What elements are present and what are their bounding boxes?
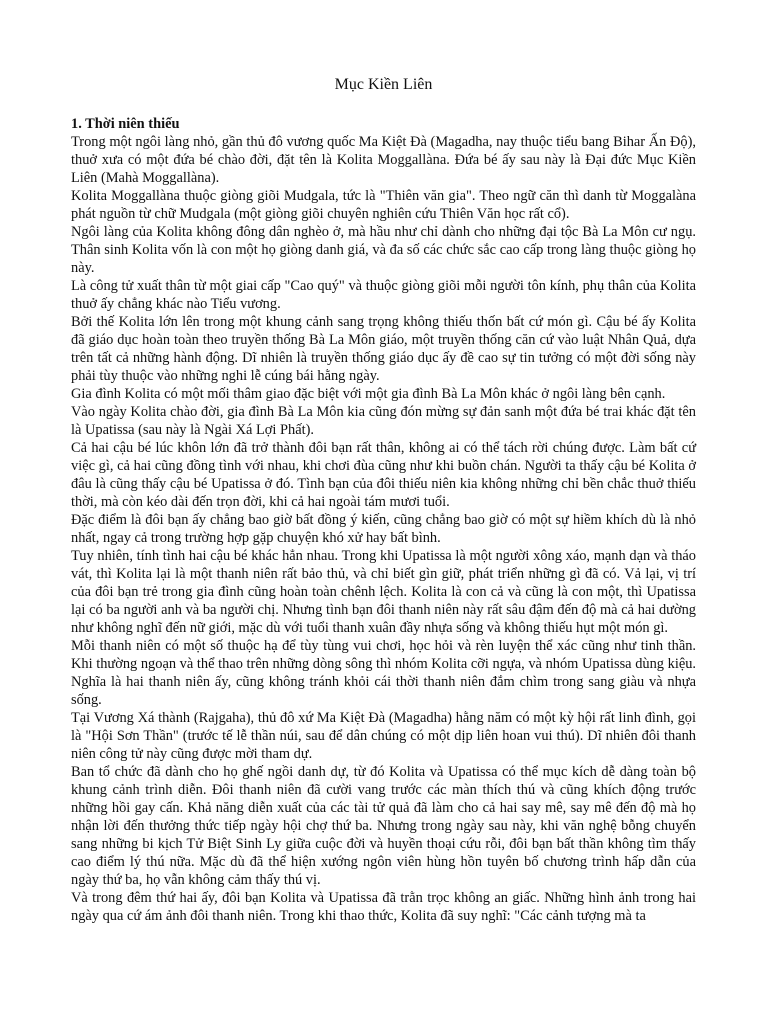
paragraph: Đặc điểm là đôi bạn ấy chẳng bao giờ bất đồng ý kiến, cũng chẳng bao giờ có một sự hiềm khích dù là nhỏ nhất, ngay cả trong trường hợp gặp chuyện khó xử hay bất bình. bbox=[71, 512, 696, 546]
document-title: Mục Kiền Liên bbox=[334, 76, 433, 93]
paragraph: Gia đình Kolita có một mối thâm giao đặc biệt với một gia đình Bà La Môn khác ở ngôi làng bên cạnh. bbox=[71, 386, 666, 402]
paragraph: Là công tử xuất thân từ một giai cấp "Cao quý" và thuộc giòng giõi mỗi người tôn kính, phụ thân của Kolita thuở ấy chẳng khác nào Tiểu vương. bbox=[71, 278, 696, 312]
paragraph: Mỗi thanh niên có một số thuộc hạ để tùy tùng vui chơi, học hỏi và rèn luyện thể xác cũng như tinh thần. Khi thường ngoạn và thể thao trên những dòng sông thì nhóm Kolita cỡi ngựa, và nhóm Upatissa dùng kiệu. Nghĩa là hai thanh niên ấy, cũng không tránh khỏi cái thời thanh niên đắm chìm trong sang giàu và nhựa sống. bbox=[71, 638, 696, 708]
paragraph: Tuy nhiên, tính tình hai cậu bé khác hẳn nhau. Trong khi Upatissa là một người xông xáo, mạnh dạn và tháo vát, thì Kolita lại là một thanh niên rất bảo thủ, và chỉ biết gìn giữ, phát triển những gì đã có. Vả lại, vị trí của đôi bạn trẻ trong gia đình cũng hoàn toàn chênh lệch. Kolita là con cả và cũng là con một, thì Upatissa lại có ba người anh và ba người chị. Nhưng tình bạn đôi thanh niên này rất sâu đậm đến độ mà cả hai dường như không nghĩ đến nữ giới, mặc dù với tuổi thanh xuân đầy nhựa sống và không thiếu hụt một món gì. bbox=[71, 548, 696, 636]
paragraph: Ban tổ chức đã dành cho họ ghế ngồi danh dự, từ đó Kolita và Upatissa có thể mục kích dễ dàng toàn bộ khung cảnh trình diễn. Đôi thanh niên đã cười vang trước các màn thích thú và cũng khích động trước những hồi gay cấn. Khả năng diễn xuất của các tài tử quả đã làm cho cả hai say mê, say mê đến độ mà họ nhận lời đến thưởng thức tiếp ngày hội chợ thứ ba. Nhưng trong ngày sau này, khi văn nghệ bỗng chuyển sang những bi kịch Tử Biệt Sinh Ly giữa cuộc đời và huyền thoại cứu rỗi, đôi bạn bất thần không tìm thấy cao điểm lý thú nữa. Mặc dù đã thể hiện xướng ngôn viên hùng hồn tuyên bố chương trình hấp dẫn của ngày thứ ba, họ vẫn không cảm thấy thú vị. bbox=[71, 764, 696, 888]
paragraph: Cả hai cậu bé lúc khôn lớn đã trở thành đôi bạn rất thân, không ai có thể tách rời chúng được. Làm bất cứ việc gì, cả hai cũng đồng tình với nhau, khi chơi đùa cũng như khi buồn chán. Người ta thấy cậu bé Kolita ở đâu là cũng thấy cậu bé Upatissa ở đó. Tình bạn của đôi thiếu niên kia không những chỉ bền chắc thuở thiếu thời, mà còn kéo dài đến trọn đời, khi cả hai ngoài tám mươi tuổi. bbox=[71, 440, 696, 510]
paragraph: Tại Vương Xá thành (Rajgaha), thủ đô xứ Ma Kiệt Đà (Magadha) hằng năm có một kỳ hội rất linh đình, gọi là "Hội Sơn Thần" (trước tế lễ thần núi, sau để dân chúng có một dịp liên hoan vui thú). Dĩ nhiên đôi thanh niên công tử này cũng được mời tham dự. bbox=[71, 710, 696, 762]
paragraph: Ngôi làng của Kolita không đông dân nghèo ở, mà hầu như chỉ dành cho những đại tộc Bà La Môn cư ngụ. Thân sinh Kolita vốn là con một họ giòng danh giá, và đa số các chức sắc cao cấp trong làng thuộc giòng họ này. bbox=[71, 224, 696, 276]
paragraph: Vào ngày Kolita chào đời, gia đình Bà La Môn kia cũng đón mừng sự đản sanh một đứa bé trai khác đặt tên là Upatissa (sau này là Ngài Xá Lợi Phất). bbox=[71, 404, 696, 438]
section-heading: 1. Thời niên thiếu bbox=[71, 116, 180, 132]
paragraph: Bởi thế Kolita lớn lên trong một khung cảnh sang trọng không thiếu thốn bất cứ món gì. Cậu bé ấy Kolita đã giáo dục hoàn toàn theo truyền thống Bà La Môn giáo, một truyền thống căn cứ vào luật Nhân Quả, dựa trên tất cả những hành động. Dĩ nhiên là truyền thống giáo dục ấy đề cao sự tin tưởng có một đời sống này phải tùy thuộc vào những nghi lễ cúng bái hằng ngày. bbox=[71, 314, 696, 384]
paragraph: Kolita Moggallàna thuộc giòng giõi Mudgala, tức là "Thiên văn gia". Theo ngữ căn thì danh từ Moggalàna phát nguồn từ chữ Mudgala (một giòng giõi chuyên nghiên cứu Thiên Văn học rất cổ). bbox=[71, 188, 696, 222]
paragraph: Trong một ngôi làng nhỏ, gần thủ đô vương quốc Ma Kiệt Đà (Magadha, nay thuộc tiểu bang Bihar Ấn Độ), thuở xưa có một đứa bé chào đời, đặt tên là Kolita Moggallàna. Đứa bé ấy sau này là Đại đức Mục Kiền Liên (Mahà Moggallàna). bbox=[71, 134, 696, 186]
paragraph: Và trong đêm thứ hai ấy, đôi bạn Kolita và Upatissa đã trằn trọc không an giấc. Những hình ảnh trong hai ngày qua cứ ám ảnh đôi thanh niên. Trong khi thao thức, Kolita đã suy nghĩ: "Các cảnh tượng mà ta bbox=[71, 890, 696, 924]
